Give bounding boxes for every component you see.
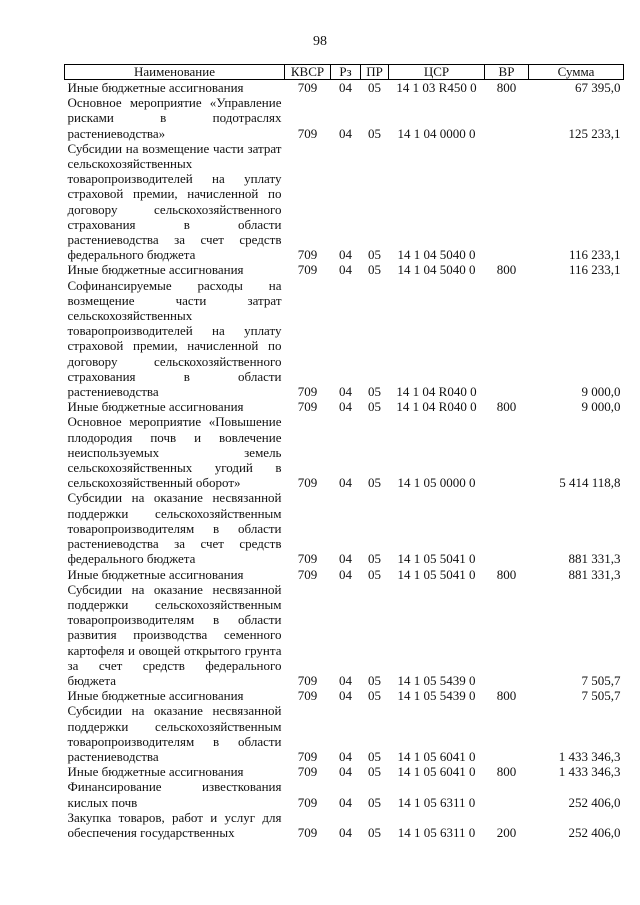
cell-sum: 1 433 346,3 — [558, 748, 621, 764]
table-body — [65, 80, 624, 841]
cell-rz: 04 — [339, 566, 352, 582]
page-number: 98 — [313, 34, 327, 49]
cell-kvsr: 709 — [297, 794, 318, 810]
cell-sum: 67 395,0 — [575, 80, 621, 95]
cell-csr: 14 1 03 R450 0 — [396, 80, 477, 95]
cell-vr — [485, 703, 529, 764]
table-row — [65, 278, 624, 400]
header-csr: ЦСР — [389, 65, 485, 80]
cell-vr: 800 — [496, 688, 517, 704]
cell-sum: 252 406,0 — [568, 824, 621, 840]
cell-pr: 05 — [368, 764, 381, 780]
cell-vr — [485, 582, 529, 688]
cell-csr: 14 1 05 6041 0 — [397, 764, 476, 780]
cell-sum: 1 433 346,3 — [558, 764, 621, 780]
cell-sum: 252 406,0 — [568, 794, 621, 810]
cell-pr: 05 — [368, 794, 381, 810]
cell-kvsr: 709 — [297, 566, 318, 582]
cell-rz: 04 — [339, 384, 352, 400]
cell-sum: 881 331,3 — [568, 566, 621, 582]
cell-rz: 04 — [339, 80, 352, 95]
header-pr: ПР — [361, 65, 389, 80]
table-row — [65, 95, 624, 141]
cell-rz: 04 — [339, 247, 352, 263]
cell-pr: 05 — [368, 748, 381, 764]
header-sum: Сумма — [529, 65, 624, 80]
cell-vr: 200 — [496, 824, 517, 840]
cell-vr — [485, 779, 529, 809]
table-row — [65, 688, 624, 703]
cell-kvsr: 709 — [297, 672, 318, 688]
cell-sum: 5 414 118,8 — [559, 475, 621, 491]
cell-name: Иные бюджетные ассигнования — [67, 764, 244, 780]
cell-csr: 14 1 05 6041 0 — [397, 748, 476, 764]
cell-sum: 881 331,3 — [568, 551, 621, 567]
cell-pr: 05 — [368, 566, 381, 582]
cell-name: Субсидии на возмещение части затрат сельскохозяйственных товаропроизводителей на уплату страховой премии, начисленной по договору сельскохозяйственного страхования в области растениеводства за счет средств федерального бюджета — [67, 140, 282, 263]
header-name: Наименование — [65, 65, 285, 80]
cell-pr: 05 — [368, 80, 381, 95]
cell-csr: 14 1 05 5439 0 — [397, 672, 476, 688]
cell-rz: 04 — [339, 748, 352, 764]
cell-vr — [485, 414, 529, 490]
table-row — [65, 703, 624, 764]
cell-name: Иные бюджетные ассигнования — [67, 80, 244, 95]
cell-kvsr: 709 — [297, 125, 318, 141]
table-row — [65, 490, 624, 566]
cell-name: Основное мероприятие «Управление рисками в подотраслях растениеводства» — [67, 95, 282, 141]
cell-vr — [485, 278, 529, 400]
cell-pr: 05 — [368, 688, 381, 704]
cell-vr: 800 — [496, 764, 517, 780]
cell-csr: 14 1 05 5439 0 — [397, 688, 476, 704]
cell-vr — [485, 490, 529, 566]
cell-kvsr: 709 — [297, 748, 318, 764]
cell-kvsr: 709 — [297, 384, 318, 400]
cell-csr: 14 1 04 5040 0 — [397, 262, 476, 278]
cell-csr: 14 1 05 0000 0 — [397, 475, 476, 491]
cell-sum: 9 000,0 — [581, 384, 621, 400]
cell-csr: 14 1 04 5040 0 — [397, 247, 476, 263]
table-row — [65, 262, 624, 277]
cell-name: Закупка товаров, работ и услуг для обеспечения государственных — [67, 809, 282, 840]
cell-name: Основное мероприятие «Повышение плодородия почв и вовлечение неиспользуемых земель сельскохозяйственных угодий в сельскохозяйственный оборот» — [67, 414, 282, 491]
cell-sum: 7 505,7 — [581, 672, 621, 688]
cell-vr: 800 — [496, 566, 517, 582]
cell-pr: 05 — [368, 384, 381, 400]
cell-kvsr: 709 — [297, 764, 318, 780]
cell-pr: 05 — [368, 125, 381, 141]
cell-csr: 14 1 04 R040 0 — [396, 384, 477, 400]
header-vr: ВР — [485, 65, 529, 80]
cell-rz: 04 — [339, 262, 352, 278]
cell-name: Иные бюджетные ассигнования — [67, 399, 244, 415]
cell-rz: 04 — [339, 399, 352, 415]
table-row — [65, 80, 624, 96]
cell-vr: 800 — [496, 399, 517, 415]
cell-kvsr: 709 — [297, 80, 318, 95]
cell-vr — [485, 141, 529, 263]
cell-rz: 04 — [339, 794, 352, 810]
cell-pr: 05 — [368, 262, 381, 278]
cell-pr: 05 — [368, 551, 381, 567]
cell-pr: 05 — [368, 399, 381, 415]
cell-csr: 14 1 05 5041 0 — [397, 566, 476, 582]
table-row — [65, 567, 624, 582]
header-kvsr: КВСР — [285, 65, 331, 80]
cell-pr: 05 — [368, 247, 381, 263]
cell-name: Субсидии на оказание несвязанной поддержки сельскохозяйственным товаропроизводителям в области развития производства семенного картофеля и овощей открытого грунта за счет средств федерального бюджета — [67, 581, 282, 688]
cell-kvsr: 709 — [297, 262, 318, 278]
cell-csr: 14 1 05 6311 0 — [397, 824, 476, 840]
cell-kvsr: 709 — [297, 688, 318, 704]
cell-vr — [485, 95, 529, 141]
table-row — [65, 414, 624, 490]
cell-kvsr: 709 — [297, 824, 318, 840]
cell-name: Финансирование известкования кислых почв — [67, 779, 282, 810]
cell-pr: 05 — [368, 475, 381, 491]
cell-kvsr: 709 — [297, 399, 318, 415]
cell-name: Субсидии на оказание несвязанной поддержки сельскохозяйственным товаропроизводителям в области растениеводства за счет средств федерального бюджета — [67, 490, 282, 567]
cell-name: Софинансируемые расходы на возмещение части затрат сельскохозяйственных товаропроизводителей на уплату страховой премии, начисленной по договору сельскохозяйственного страхования в области растениеводства — [67, 277, 282, 400]
cell-kvsr: 709 — [297, 475, 318, 491]
cell-vr: 800 — [496, 80, 517, 95]
table-row — [65, 779, 624, 809]
budget-table — [64, 64, 624, 840]
cell-name: Субсидии на оказание несвязанной поддержки сельскохозяйственным товаропроизводителям в области растениеводства — [67, 703, 282, 764]
cell-sum: 9 000,0 — [581, 399, 621, 415]
header-rz: Рз — [331, 65, 361, 80]
cell-csr: 14 1 04 0000 0 — [397, 125, 476, 141]
cell-csr: 14 1 05 6311 0 — [397, 794, 476, 810]
cell-sum: 7 505,7 — [581, 688, 621, 704]
table-row — [65, 399, 624, 414]
cell-csr: 14 1 05 5041 0 — [397, 551, 476, 567]
cell-sum: 116 233,1 — [568, 247, 621, 263]
cell-rz: 04 — [339, 475, 352, 491]
cell-pr: 05 — [368, 824, 381, 840]
cell-rz: 04 — [339, 688, 352, 704]
table-header — [65, 65, 624, 80]
cell-rz: 04 — [339, 125, 352, 141]
cell-name: Иные бюджетные ассигнования — [67, 566, 244, 582]
cell-kvsr: 709 — [297, 247, 318, 263]
cell-name: Иные бюджетные ассигнования — [67, 262, 244, 278]
table-row — [65, 764, 624, 779]
cell-pr: 05 — [368, 672, 381, 688]
cell-csr: 14 1 04 R040 0 — [396, 399, 477, 415]
cell-kvsr: 709 — [297, 551, 318, 567]
cell-sum: 116 233,1 — [568, 262, 621, 278]
table-row — [65, 582, 624, 688]
cell-rz: 04 — [339, 551, 352, 567]
cell-rz: 04 — [339, 672, 352, 688]
cell-sum: 125 233,1 — [568, 125, 621, 141]
cell-vr: 800 — [496, 262, 517, 278]
cell-name: Иные бюджетные ассигнования — [67, 688, 244, 704]
cell-rz: 04 — [339, 824, 352, 840]
cell-rz: 04 — [339, 764, 352, 780]
table-row — [65, 810, 624, 840]
table-row — [65, 141, 624, 263]
